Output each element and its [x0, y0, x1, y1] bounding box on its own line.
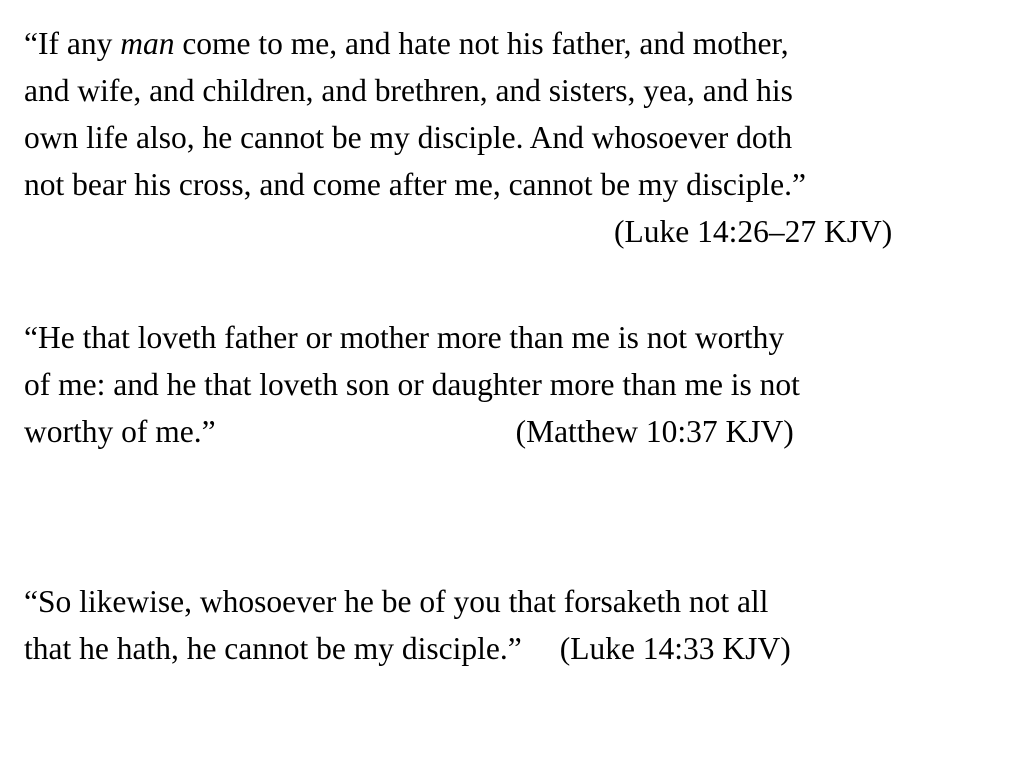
scripture-reference: (Luke 14:26–27 KJV) [614, 214, 893, 249]
quote-matthew-10-37 [24, 314, 1004, 455]
quote-luke-14-26-27 [24, 20, 1004, 255]
quote-line [24, 625, 1004, 672]
quote-text: worthy of me.” [24, 414, 216, 449]
quote-line: own life also, he cannot be my disciple. And whosoever doth [24, 120, 793, 155]
quote-luke-14-33 [24, 578, 1004, 672]
quote-line [24, 20, 1004, 67]
quote-line: not bear his cross, and come after me, cannot be my disciple.” [24, 167, 806, 202]
scripture-reference: (Luke 14:33 KJV) [559, 631, 791, 666]
reference-line [24, 208, 1004, 255]
quote-line: “He that loveth father or mother more than me is not worthy [24, 320, 785, 355]
emphasized-word: man [120, 26, 175, 61]
quote-line: and wife, and children, and brethren, and sisters, yea, and his [24, 73, 793, 108]
quote-text: that he hath, he cannot be my disciple.” [24, 631, 522, 666]
scripture-reference: (Matthew 10:37 KJV) [515, 414, 794, 449]
quote-line: “So likewise, whosoever he be of you that forsaketh not all [24, 584, 769, 619]
quote-text: come to me, and hate not his father, and mother, [174, 26, 789, 61]
quote-line [24, 408, 1004, 455]
quote-line: of me: and he that loveth son or daughter more than me is not [24, 367, 800, 402]
quote-text: “If any [24, 26, 121, 61]
